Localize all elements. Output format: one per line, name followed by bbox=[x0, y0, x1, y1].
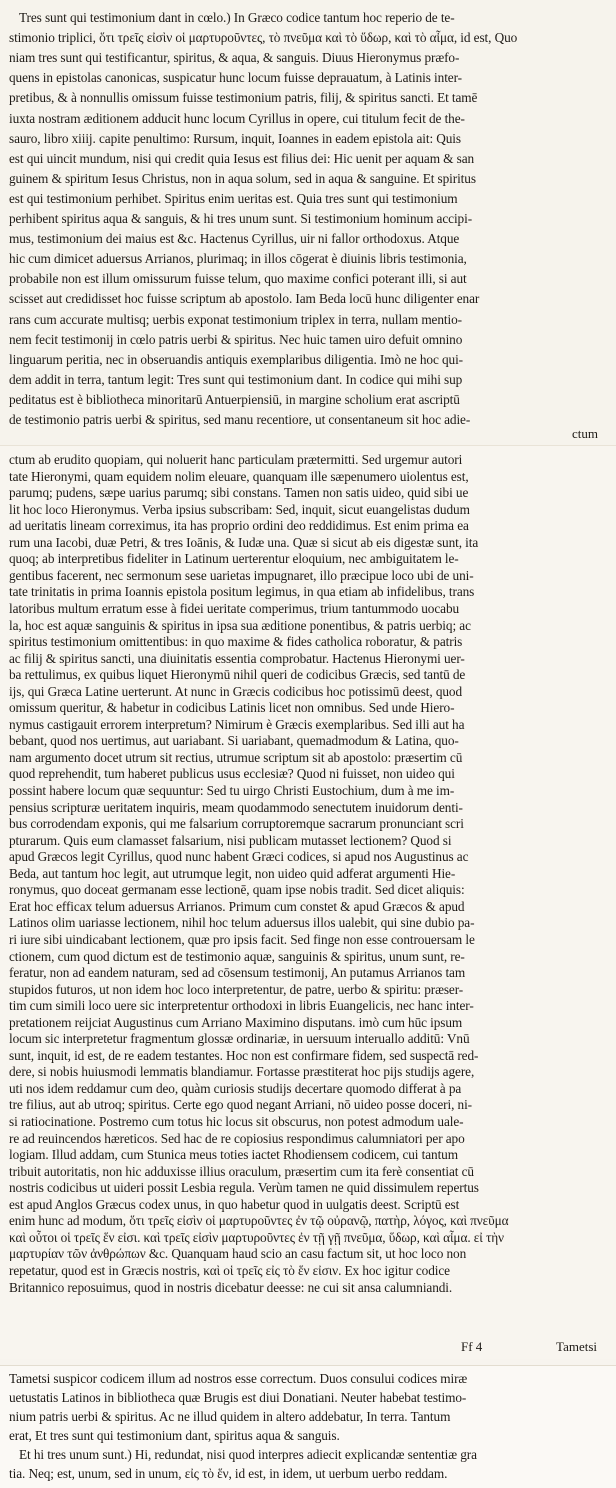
catchword: Tametsi bbox=[556, 1339, 597, 1354]
text-line: si ratiocinatione. Postremo cum totus hic locus sit obscurus, non potest admodum uale- bbox=[9, 1114, 464, 1129]
text-line: sunt, inquit, id est, de re eadem testantes. Hoc non est confirmare fidem, sed suspectā red- bbox=[9, 1047, 479, 1063]
text-line: tate trinitatis in prima Ioannis epistola positum legimus, in qua etiam ab infidelibus, trans bbox=[9, 584, 475, 600]
scan-fragment-middle bbox=[0, 445, 616, 1359]
text-line: bebant, quod nos uertimus, aut uariabant. Si uariabant, quemadmodum & Latina, quo- bbox=[9, 733, 459, 749]
text-line: Latinos olim uariasse lectionem, nihil hoc telum aduersus illos ualebit, qui sine dubio pa- bbox=[9, 915, 475, 931]
text-line: Tametsi suspicor codicem illum ad nostros esse correctum. Duos consului codices miræ bbox=[9, 1371, 468, 1386]
page-footer bbox=[9, 1339, 607, 1355]
text-line: apud Græcos legit Cyrillus, quod nunc habent Græci codices, si apud nos Augustinus ac bbox=[9, 849, 469, 865]
text-line: feratur, non ad eandem naturam, sed ad cōsensum testimonij, An putamus Arrianos tam bbox=[9, 965, 466, 981]
text-line: la, hoc est aquæ sanguinis & spiritus in ipsa sua æditione ponentibus, & patris uerbiq; ac bbox=[9, 617, 471, 633]
text-line: spiritus testimonium omittentibus: in quo maxime & fides catholica roboratur, & patris bbox=[9, 634, 463, 650]
text-line: ronymus, quo doceat germanam esse lectionē, quam ipse nobis tradit. Sed dicet aliquis: bbox=[9, 882, 465, 898]
text-line: omissum queritur, & habetur in codicibus Latinis licet non omnibus. Sed unde Hiero- bbox=[9, 700, 455, 716]
text-line: uetustatis Latinos in bibliotheca quæ Brugis est diui Donatiani. Neuter habebat testimo- bbox=[9, 1390, 467, 1405]
text-line: tre filius, aut ab utroq; spiritus. Certe ego quod negant Arriani, nō uideo posse doceri, ni- bbox=[9, 1097, 473, 1113]
scan-fragment-top bbox=[0, 0, 616, 445]
text-line: μαρτυρίαν τῶν ἀνθρώπων &c. Quanquam haud scio an casu factum sit, ut hoc loco non bbox=[9, 1246, 467, 1262]
text-line: stupidos futuros, ut non idem hoc loco interpretentur, de patre, uerbo & spiritu: præser- bbox=[9, 981, 464, 997]
text-line: scisset aut credidisset hoc fuisse scriptum ab apostolo. Iam Beda locū hunc diligenter enar bbox=[9, 291, 480, 307]
text-line: linguarum peritia, nec in obseruandis antiquis exemplaribus diligentia. Imò ne hoc qui- bbox=[9, 351, 463, 367]
text-line: nymus castigauit errorem interpretum? Nimirum è Græcis exemplaribus. Sed illi aut ha bbox=[9, 716, 465, 732]
text-line: ad ueritatis lineam correximus, ita has proprio ordini deo reddidimus. Est enim prima ea bbox=[9, 518, 469, 534]
text-line: tate Hieronymi, quam equidem nolim eleuare, quanquam ille sæpenumero uiolentus est, bbox=[9, 468, 469, 484]
text-line: probabile non est illum omissurum fuisse telum, quo maxime confici poterant illi, si aut bbox=[9, 271, 467, 287]
catchword: ctum bbox=[572, 426, 598, 441]
text-line: ijs, qui Græca Latine uerterunt. At nunc in Græcis codicibus hoc potissimū deest, quod bbox=[9, 683, 463, 699]
text-line: ri iure sibi uindicabant lectionem, quæ pro ipsis facit. Sed finge non esse controuersam le bbox=[9, 931, 475, 947]
text-line: Beda, aut tantum hoc legit, aut utrumque legit, non uideo quid adferat argumenti Hie- bbox=[9, 865, 456, 881]
text-line: re ad reuincendos hæreticos. Sed hac de re copiosius respondimus calumniatori per apo bbox=[9, 1130, 465, 1146]
text-line: stimonio triplici, ὅτι τρεῖς εἰσὶν οἱ μαρτυροῦντες, τὸ πνεῦμα καὶ τὸ ὕδωρ, καὶ τὸ αἷμα, id est, Quo bbox=[9, 30, 518, 46]
text-line: mus, testimonium dei maius est &c. Hactenus Cyrillus, uir ni fallor orthodoxus. Atque bbox=[9, 231, 460, 247]
text-line: guinem & spiritum Iesus Christus, non in aqua solum, sed in aqua & sanguine. Et spiritus bbox=[9, 170, 476, 186]
text-line: quoq; ab interpretibus fideliter in Latinum uerterentur eloquium, nec ambiguitatem le- bbox=[9, 551, 459, 567]
text-line: tia. Neq; est, unum, sed in unum, εἰς τὸ ἕν, id est, in idem, ut uerbum uerbo reddam. bbox=[9, 1466, 448, 1481]
text-line: locum sic interpretetur fragmentum glossæ ordinariæ, in uersuum interuallo additū: Vnū bbox=[9, 1031, 470, 1047]
text-line: pretibus, & à nonnullis omissum fuisse testimonium patris, filij, & spiritus sancti. Et tamē bbox=[9, 90, 478, 106]
text-line: quens in epistolas canonicas, suspicatur hunc locum fuisse deprauatum, à Latinis inter- bbox=[9, 70, 462, 86]
text-line: ba rettulimus, ex quibus liquet Hieronymū nihil queri de codicibus Græcis, sed tantū de bbox=[9, 667, 466, 683]
text-line: pturarum. Quis eum clamasset falsarium, nisi publicam mutasset lectionem? Quod si bbox=[9, 832, 452, 848]
text-line: nam argumento docet utrum sit rectius, utrumue scriptum sit ab apostolo: præsertim cū bbox=[9, 749, 463, 765]
text-line: perhibent spiritus aqua & sanguis, & hi tres unum sunt. Si testimonium hominum accipi- bbox=[9, 211, 473, 226]
text-line: gentibus facerent, nec sermonum sese uarietas impugnaret, illo præcipue loco ubi de uni- bbox=[9, 567, 474, 583]
scan-fragment-bottom bbox=[0, 1365, 616, 1488]
text-line: Erat hoc efficax telum aduersus Arrianos. Primum cum constet & apud Græcos & apud bbox=[9, 898, 465, 914]
text-line: uti nos idem reddamur cum deo, quàm curiosis studijs decertare quomodo differat à pa bbox=[9, 1080, 462, 1096]
text-line: erat, Et tres sunt qui testimonium dant, spiritus aqua & sanguis. bbox=[9, 1428, 340, 1443]
text-line: logiam. Illud addam, cum Stunica meus toties iactet Rhodiensem codicem, cui tantum bbox=[9, 1147, 458, 1163]
text-line: repetatur, quod est in Græcis nostris, καὶ οἱ τρεῖς εἰς τὸ ἕν εἰσιν. Ex hoc igitur codice bbox=[9, 1262, 450, 1278]
text-line: Tres sunt qui testimonium dant in cœlo.) In Græco codice tantum hoc reperio de te- bbox=[19, 10, 455, 25]
text-line: est qui testimonium perhibet. Spiritus enim ueritas est. Quia tres sunt qui testimonium bbox=[9, 190, 458, 206]
text-line: καὶ οὗτοι οἱ τρεῖς ἕν εἰσι. καὶ τρεῖς εἰσὶν μαρτυροῦντες ἐν τῇ γῇ πνεῦμα, ὕδωρ, καὶ αἷμα. εἰ τὴν bbox=[9, 1229, 504, 1245]
text-line: peditatus est è bibliotheca minoritarū Antuerpiensiū, in margine scholium erat ascriptū bbox=[9, 391, 460, 407]
text-line: sauro, libro xiiij. capite penultimo: Rursum, inquit, Ioannes in eadem epistola ait: Quis bbox=[9, 130, 461, 146]
text-line: de testimonio patris uerbi & spiritus, sed manu recentiore, ut consentaneum sit hoc adie- bbox=[9, 412, 471, 427]
text-line: nium patris uerbi & spiritus. Ac ne illud quidem in altero addebatur, In terra. Tantum bbox=[9, 1409, 451, 1424]
text-line: tribuit autoritatis, non hic adduxisse illius oraculum, præsertim cum ita ferè consentiat cū bbox=[9, 1163, 474, 1179]
text-line: hic cum dimicet aduersus Arrianos, plurimaq; in illos cōgerat è diuinis libris testimonia, bbox=[9, 251, 467, 267]
text-line: ctionem, cum quod dictum est de testimonio aquæ, sanguinis & spiritus, unum sunt, re- bbox=[9, 948, 465, 964]
text-line: iuxta nostram æditionem adducit hunc locum Cyrillus in opere, cui titulum fecit de the- bbox=[9, 110, 465, 126]
text-line: niam tres sunt qui testificantur, spiritus, & aqua, & sanguis. Diuus Hieronymus præfo- bbox=[9, 50, 460, 66]
text-line: tim cum simili loco uere sic interpretentur orthodoxi in libris Euangelicis, nec hanc inter- bbox=[9, 998, 474, 1014]
text-line: lit hoc loco Hieronymus. Verba ipsius subscribam: Sed, inquit, sicut euangelistas dudum bbox=[9, 501, 470, 517]
text-line: est qui uincit mundum, nisi qui credit quia Iesus est filius dei: Hic uenit per aquam & san bbox=[9, 150, 475, 166]
text-line: bus corrodendam exponis, qui me falsarium corruptoremque sacrarum pronunciant scri bbox=[9, 816, 464, 832]
text-line: Britannico reposuimus, quod in nostris dicebatur deesse: ne cui sit ansa calumniandi. bbox=[9, 1279, 453, 1295]
text-line: ac filij & spiritus sancti, una diuinitatis essentia comprobatur. Hactenus Hieronymi uer- bbox=[9, 650, 465, 666]
text-line: rum una Iacobi, duæ Petri, & tres Ioānis, & Iudæ una. Quæ si sicut ab eis digestæ sunt, ita bbox=[9, 534, 479, 550]
text-line: latoribus multum erratum esse à fidei ueritate comperimus, trium tantummodo uocabu bbox=[9, 600, 460, 616]
text-line: nem fecit testimonij in cœlo patris uerbi & spiritus. Nec huic tamen uiro defuit omnino bbox=[9, 331, 463, 347]
text-line: possint habere locum quæ sequuntur: Sed tu uirgo Christi Eustochium, dum à me im- bbox=[9, 783, 455, 798]
text-line: pretationem reijciat Augustinus cum Arriano Maximino disputans. imò cum hūc ipsum bbox=[9, 1014, 463, 1030]
text-line: Et hi tres unum sunt.) Hi, redundat, nisi quod interpres adiecit explicandæ sententiæ gra bbox=[19, 1447, 477, 1462]
text-line: pensius scripturæ ueritatem inquiris, meam quodammodo senectutem inuidorum denti- bbox=[9, 799, 463, 815]
text-line: enim hunc ad modum, ὅτι τρεῖς εἰσὶν οἱ μαρτυροῦντες ἐν τῷ οὐρανῷ, πατὴρ, λόγος, καὶ πνεῦμα bbox=[9, 1213, 509, 1229]
signature-mark: Ff 4 bbox=[461, 1339, 483, 1354]
text-line: ctum ab erudito quopiam, qui noluerit hanc particulam prætermitti. Sed urgemur autori bbox=[9, 452, 463, 467]
text-line: dere, si nobis huiusmodi lemmatis blandiamur. Fortasse præstiterat hoc pijs studijs agere, bbox=[9, 1064, 475, 1080]
text-line: nostris codicibus ut uideri possit Lesbia regula. Verùm tamen ne quid dissimulem repertus bbox=[9, 1180, 479, 1196]
text-line: rans cum accurate multisq; uerbis exponat testimonium triplex in terra, nullam mentio- bbox=[9, 311, 462, 327]
text-line: dem addit in terra, tantum legit: Tres sunt qui testimonium dant. In codice qui mihi sup bbox=[9, 371, 463, 387]
text-line: quod reprehendit, tum haberet publicus usus ecclesiæ? Quod ni fuisset, non uideo qui bbox=[9, 766, 455, 782]
text-line: est apud Anglos Græcus codex unus, in quo habetur quod in uulgatis deest. Scriptū est bbox=[9, 1196, 460, 1212]
text-line: parumq; pudens, sæpe uarius parumq; sibi constans. Tamen non satis uideo, quid sibi ue bbox=[9, 485, 469, 501]
